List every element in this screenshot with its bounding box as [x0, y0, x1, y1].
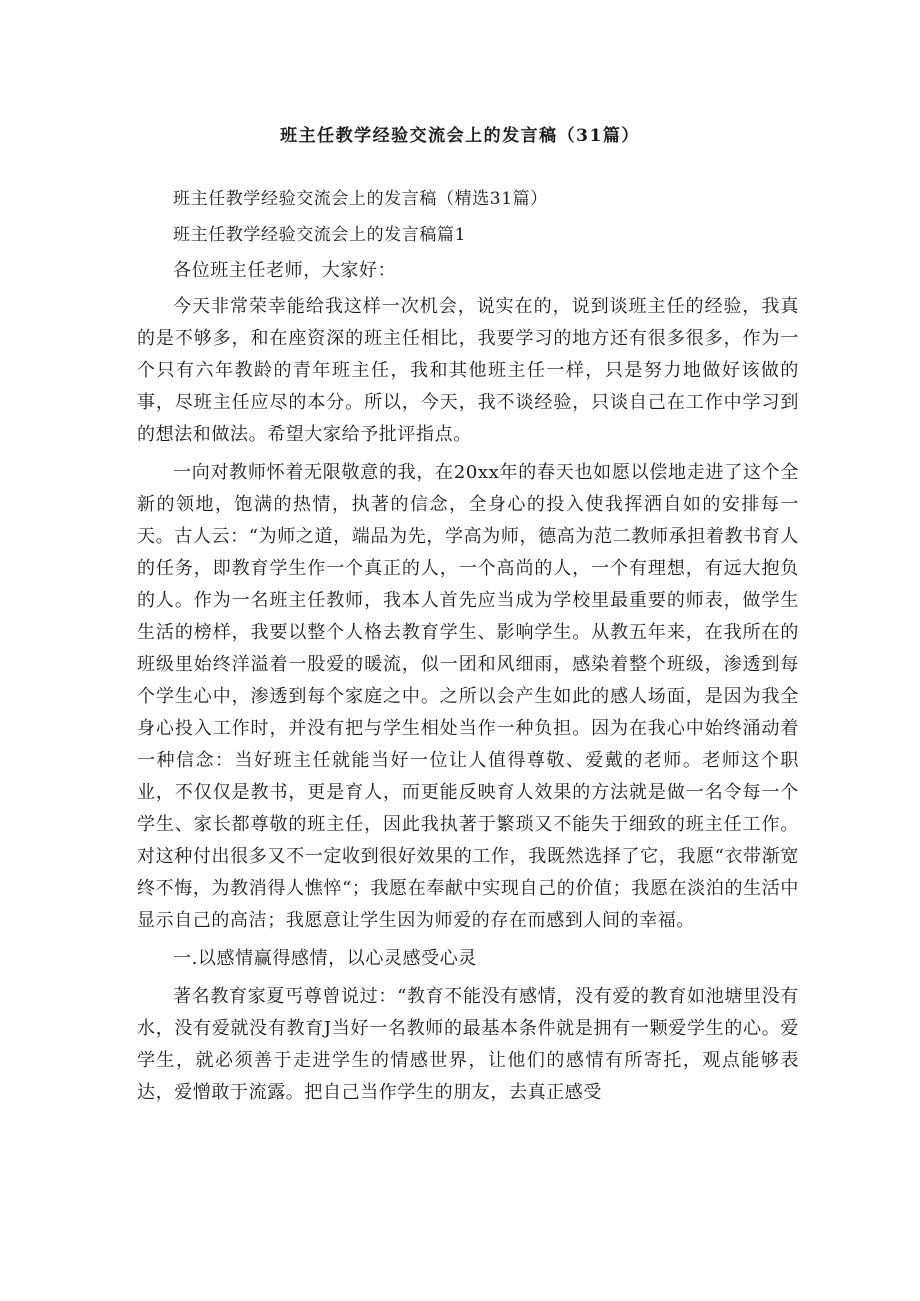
body-paragraph: 今天非常荣幸能给我这样一次机会，说实在的，说到谈班主任的经验，我真的是不够多，和在座资深的班主任相比，我要学习的地方还有很多很多，作为一个只有六年教龄的青年班主任，我和其他班主任一样，只是努力地做好该做的事，尽班主任应尽的本分。所以，今天，我不谈经验，只谈自己在工作中学习到的想法和做法。希望大家给予批评指点。: [137, 296, 799, 445]
subsection-heading: 一.以感情赢得感情，以心灵感受心灵: [173, 948, 477, 969]
greeting-paragraph: 各位班主任老师，大家好：: [173, 260, 397, 281]
document-title: 班主任教学经验交流会上的发言稿（31篇）: [280, 126, 640, 146]
body-paragraph: 著名教育家夏丐尊曾说过：“教育不能没有感情，没有爱的教育如池塘里没有水，没有爱就没有教育J当好一名教师的最基本条件就是拥有一颗爱学生的心。爱学生，就必须善于走进学生的情感世界，让他们的感情有所寄托，观点能够表达，爱憎敢于流露。把自己当作学生的朋友，去真正感受: [137, 986, 799, 1103]
section-heading: 班主任教学经验交流会上的发言稿篇1: [173, 225, 467, 245]
document-body: [137, 183, 799, 1109]
body-paragraph: 一向对教师怀着无限敬意的我，在20xx年的春天也如愿以偿地走进了这个全新的领地，饱满的热情，执著的信念，全身心的投入使我挥洒自如的安排每一天。古人云：“为师之道，端品为先，学高为师，德高为范二教师承担着教书育人的任务，即教育学生作一个真正的人，一个高尚的人，一个有理想，有远大抱负的人。作为一名班主任教师，我本人首先应当成为学校里最重要的师表，做学生生活的榜样，我要以整个人格去教育学生、影响学生。从教五年来，在我所在的班级里始终洋溢着一股爱的暖流，似一团和风细雨，感染着整个班级，渗透到每个学生心中，渗透到每个家庭之中。之所以会产生如此的感人场面，是因为我全身心投入工作时，并没有把与学生相处当作一种负担。因为在我心中始终涌动着一种信念：当好班主任就能当好一位让人值得尊敬、爱戴的老师。老师这个职业，不仅仅是教书，更是育人，而更能反映育人效果的方法就是做一名令每一个学生、家长都尊敬的班主任，因此我执著于繁琐又不能失于细致的班主任工作。对这种付出很多又不一定收到很好效果的工作，我既然选择了它，我愿“衣带渐宽终不悔，为教消得人憔悴“；我愿在奉献中实现自己的价值；我愿在淡泊的生活中显示自己的高洁；我愿意让学生因为师爱的存在而感到人间的幸福。: [137, 462, 799, 931]
subtitle-paragraph: 班主任教学经验交流会上的发言稿（精选31篇）: [173, 189, 548, 209]
